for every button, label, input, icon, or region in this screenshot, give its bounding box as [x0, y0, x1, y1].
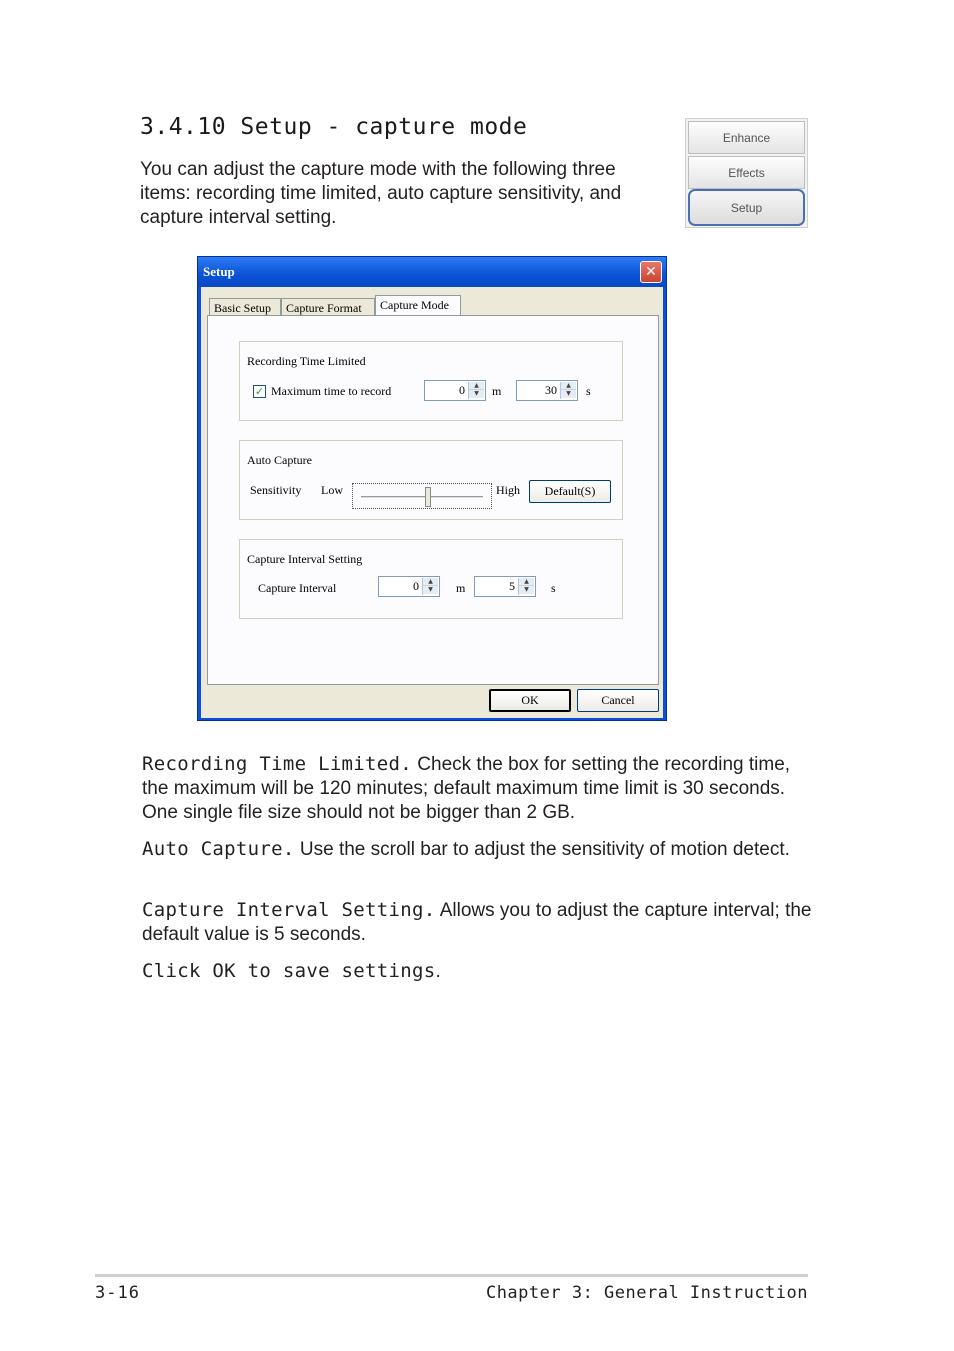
auto-capture-term: Auto Capture. — [142, 838, 295, 860]
interval-minutes-value: 0 — [413, 579, 419, 593]
spin-up-icon[interactable]: ▲ — [469, 382, 484, 390]
recording-time-term: Recording Time Limited. — [142, 753, 412, 775]
record-seconds-value: 30 — [545, 383, 557, 397]
record-seconds-unit: s — [586, 384, 591, 398]
cancel-button[interactable]: Cancel — [577, 689, 659, 712]
effects-button[interactable]: Effects — [688, 156, 805, 189]
recording-time-title: Recording Time Limited — [247, 354, 366, 368]
interval-seconds-unit: s — [551, 581, 556, 595]
max-time-label: Maximum time to record — [271, 384, 392, 398]
slider-track — [361, 496, 483, 499]
recording-time-text: Check the box for setting the recording time, the maximum will be 120 minutes; default maximum time limit is 30 seconds. One single file size should not be bigger than 2 GB. — [142, 754, 791, 823]
intro-paragraph: You can adjust the capture mode with the following three items: recording time limited, auto capture sensitivity, and capture interval setting. — [140, 159, 622, 228]
default-button[interactable]: Default(S) — [529, 480, 611, 503]
footer-rule — [95, 1274, 808, 1277]
spin-down-icon[interactable]: ▼ — [423, 586, 438, 594]
interval-seconds-spinner[interactable] — [474, 576, 536, 597]
auto-capture-title: Auto Capture — [247, 453, 312, 467]
capture-interval-title: Capture Interval Setting — [247, 552, 363, 566]
capture-interval-text: Allows you to adjust the capture interval; the default value is 5 seconds. — [142, 900, 812, 945]
recording-time-group — [239, 341, 623, 421]
spin-up-icon[interactable]: ▲ — [519, 578, 534, 586]
spin-up-icon[interactable]: ▲ — [423, 578, 438, 586]
auto-capture-paragraph — [142, 837, 814, 862]
capture-interval-paragraph — [142, 898, 814, 947]
spin-down-icon[interactable]: ▼ — [469, 390, 484, 398]
auto-capture-group — [239, 440, 623, 520]
tab-basic-setup[interactable]: Basic Setup — [209, 298, 281, 318]
record-minutes-value: 0 — [459, 383, 465, 397]
page-number: 3-16 — [95, 1283, 140, 1303]
recording-time-paragraph — [142, 752, 814, 825]
slider-thumb[interactable] — [425, 487, 431, 507]
interval-seconds-value: 5 — [509, 579, 515, 593]
sensitivity-slider[interactable] — [352, 483, 492, 509]
sensitivity-label: Sensitivity — [250, 483, 302, 497]
dialog-title: Setup — [203, 264, 235, 279]
side-menu — [685, 118, 808, 228]
spin-down-icon[interactable]: ▼ — [561, 390, 576, 398]
max-time-checkbox[interactable]: ✓ — [254, 385, 265, 398]
interval-minutes-unit: m — [456, 581, 466, 595]
capture-interval-group — [239, 539, 623, 619]
interval-minutes-spinner[interactable] — [378, 576, 440, 597]
record-minutes-spinner[interactable] — [424, 380, 486, 401]
ok-button[interactable]: OK — [489, 689, 571, 712]
dialog-titlebar[interactable] — [198, 257, 666, 287]
close-icon[interactable]: ✕ — [640, 261, 662, 283]
capture-interval-label: Capture Interval — [258, 581, 337, 595]
record-minutes-unit: m — [492, 384, 502, 398]
capture-mode-panel — [207, 315, 659, 685]
section-heading: 3.4.10 Setup - capture mode — [140, 114, 528, 140]
high-label: High — [496, 483, 520, 497]
low-label: Low — [321, 483, 343, 497]
spin-up-icon[interactable]: ▲ — [561, 382, 576, 390]
capture-interval-term: Capture Interval Setting. — [142, 899, 436, 921]
record-seconds-spinner[interactable] — [516, 380, 578, 401]
spin-down-icon[interactable]: ▼ — [519, 586, 534, 594]
tab-capture-mode[interactable]: Capture Mode — [375, 295, 461, 318]
dialog-client — [201, 287, 663, 718]
tab-capture-format[interactable]: Capture Format — [281, 298, 375, 318]
save-paragraph — [142, 959, 814, 984]
setup-button[interactable]: Setup — [688, 189, 805, 226]
save-term: Click OK to save settings — [142, 960, 436, 982]
chapter-title: Chapter 3: General Instruction — [485, 1283, 808, 1303]
auto-capture-text: Use the scroll bar to adjust the sensitivity of motion detect. — [294, 839, 790, 860]
setup-dialog — [197, 256, 667, 721]
save-text: . — [435, 961, 441, 982]
enhance-button[interactable]: Enhance — [688, 121, 805, 154]
